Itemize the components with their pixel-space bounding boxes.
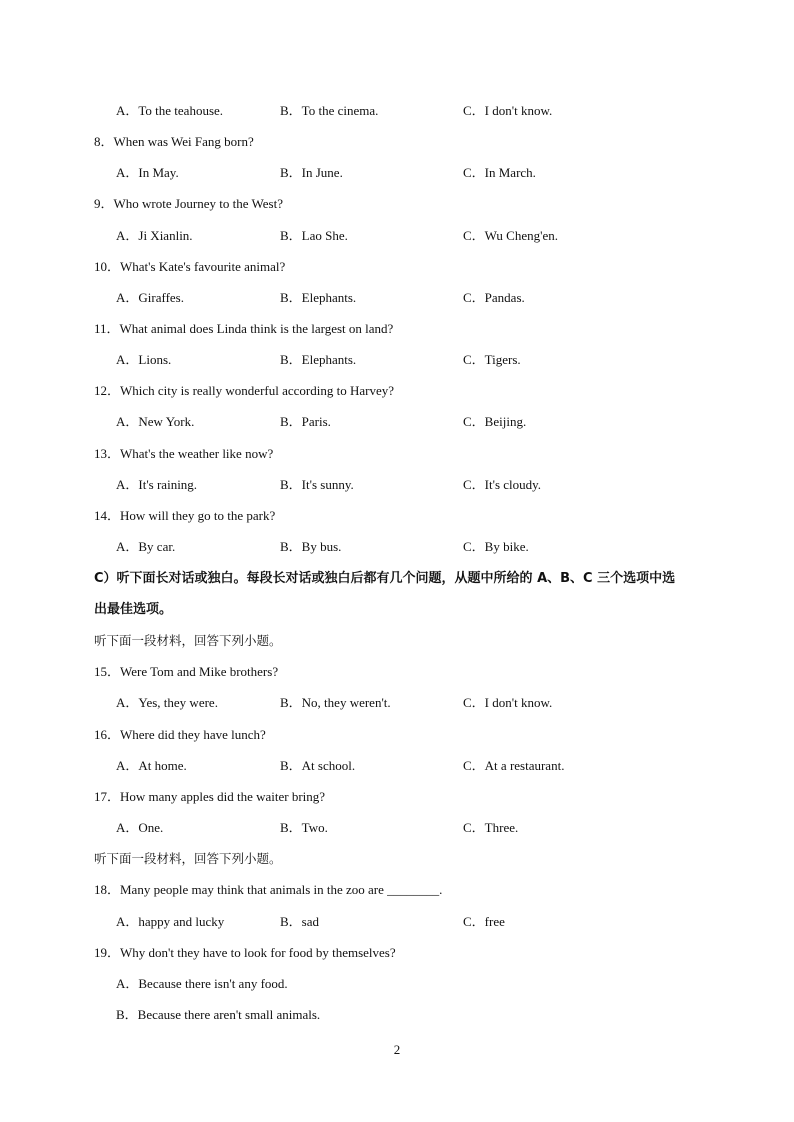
q11-option-a: A．Lions. [116, 352, 172, 367]
q11-option-b: B．Elephants. [280, 352, 357, 367]
q18-option-c: C．free [463, 914, 505, 929]
listening-instruction: 听下面一段材料，回答下列小题。 [94, 851, 282, 866]
q7-option-a: A．To the teahouse. [116, 103, 224, 118]
q8-question: 8．When was Wei Fang born? [94, 134, 254, 149]
q13-question: 13．What's the weather like now? [94, 446, 274, 461]
q8-option-b: B．In June. [280, 165, 343, 180]
q10-option-b: B．Elephants. [280, 290, 357, 305]
q18-option-a: A．happy and lucky [116, 914, 225, 929]
q12-option-c: C．Beijing. [463, 414, 527, 429]
section-c-heading-line2: 出最佳选项。 [94, 602, 173, 617]
q18-question: 18．Many people may think that animals in the zoo are ________. [94, 882, 443, 897]
listening-instruction: 听下面一段材料，回答下列小题。 [94, 633, 282, 648]
q17-question: 17．How many apples did the waiter bring? [94, 789, 326, 804]
q8-option-c: C．In March. [463, 165, 536, 180]
q13-options [0, 477, 794, 493]
q10-option-c: C．Pandas. [463, 290, 525, 305]
section-c-heading-line1: C）听下面长对话或独白。每段长对话或独白后都有几个问题，从题中所给的 A、B、C 三个选项中选 [94, 571, 676, 586]
q16-option-c: C．At a restaurant. [463, 758, 565, 773]
q10-question: 10．What's Kate's favourite animal? [94, 259, 286, 274]
q14-options [0, 539, 794, 555]
q13-option-a: A．It's raining. [116, 477, 198, 492]
q13-option-b: B．It's sunny. [280, 477, 354, 492]
q7-options [0, 103, 794, 119]
q8-options [0, 165, 794, 181]
q12-options [0, 414, 794, 430]
q11-question: 11．What animal does Linda think is the largest on land? [94, 321, 394, 336]
q19-option-b: B．Because there aren't small animals. [116, 1007, 321, 1022]
q14-question: 14．How will they go to the park? [94, 508, 276, 523]
q15-options [0, 695, 794, 711]
q17-option-a: A．One. [116, 820, 164, 835]
q16-option-b: B．At school. [280, 758, 356, 773]
q18-option-b: B．sad [280, 914, 320, 929]
q9-option-c: C．Wu Cheng'en. [463, 228, 558, 243]
page-number: 2 [393, 1042, 401, 1057]
q16-option-a: A．At home. [116, 758, 187, 773]
q9-options [0, 228, 794, 244]
q17-option-b: B．Two. [280, 820, 328, 835]
q15-option-a: A．Yes, they were. [116, 695, 218, 710]
q9-question: 9．Who wrote Journey to the West? [94, 196, 283, 211]
q19-question: 19．Why don't they have to look for food by themselves? [94, 945, 396, 960]
q18-options [0, 914, 794, 930]
q16-options [0, 758, 794, 774]
q17-options [0, 820, 794, 836]
q8-option-a: A．In May. [116, 165, 179, 180]
q15-question: 15．Were Tom and Mike brothers? [94, 664, 279, 679]
q16-question: 16．Where did they have lunch? [94, 727, 266, 742]
q7-option-b: B．To the cinema. [280, 103, 379, 118]
q9-option-a: A．Ji Xianlin. [116, 228, 193, 243]
q17-option-c: C．Three. [463, 820, 519, 835]
q15-option-b: B．No, they weren't. [280, 695, 391, 710]
q19-option-a: A．Because there isn't any food. [116, 976, 288, 991]
q15-option-c: C．I don't know. [463, 695, 553, 710]
q12-option-b: B．Paris. [280, 414, 331, 429]
q9-option-b: B．Lao She. [280, 228, 348, 243]
q10-options [0, 290, 794, 306]
q12-option-a: A．New York. [116, 414, 195, 429]
q11-option-c: C．Tigers. [463, 352, 521, 367]
q14-option-a: A．By car. [116, 539, 176, 554]
q13-option-c: C．It's cloudy. [463, 477, 542, 492]
q10-option-a: A．Giraffes. [116, 290, 184, 305]
q14-option-b: B．By bus. [280, 539, 342, 554]
q14-option-c: C．By bike. [463, 539, 529, 554]
q12-question: 12．Which city is really wonderful according to Harvey? [94, 383, 394, 398]
q7-option-c: C．I don't know. [463, 103, 553, 118]
q11-options [0, 352, 794, 368]
